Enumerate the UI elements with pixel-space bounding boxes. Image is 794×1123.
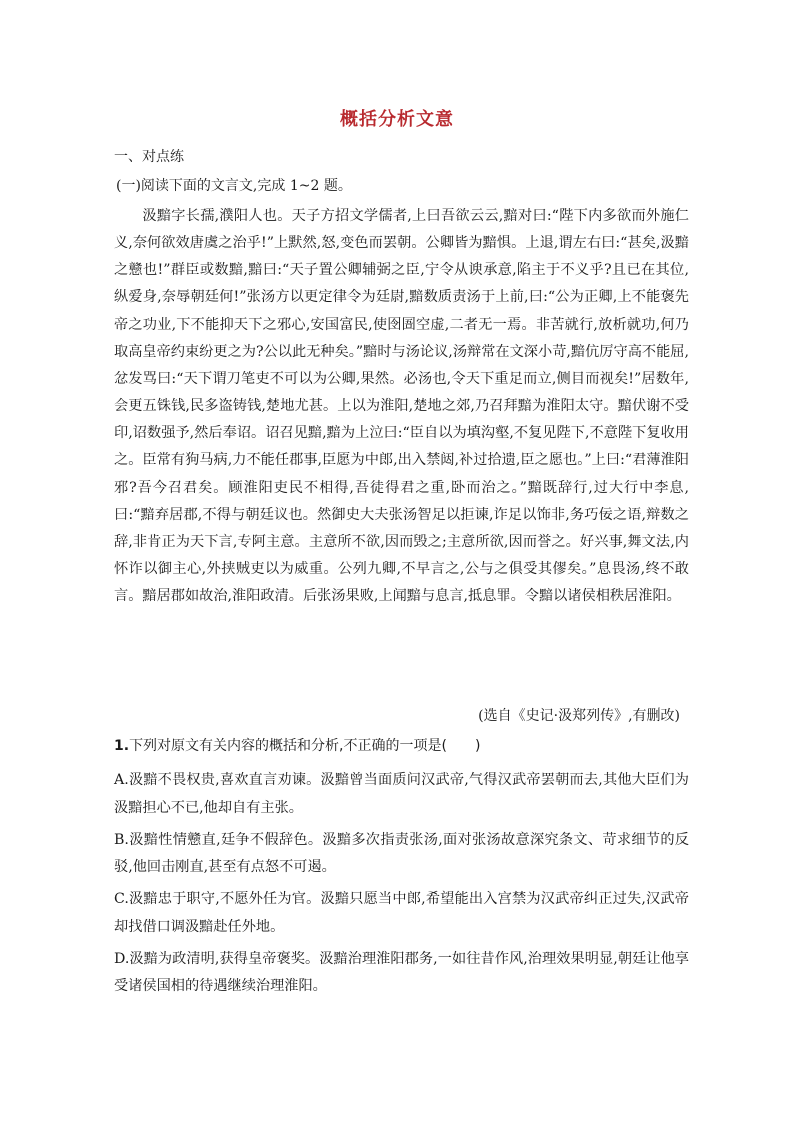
reading-instruction: (一)阅读下面的文言文,完成 1~2 题。 <box>116 178 352 194</box>
classical-passage: 汲黯字长孺,濮阳人也。天子方招文学儒者,上曰吾欲云云,黯对曰:“陛下内多欲而外施仁义,奈何欲效唐虞之治乎!”上默然,怒,变色而罢朝。公卿皆为黯惧。上退,谓左右曰:“甚矣,汲黯之戆也!”群臣或数黯,黯曰:“天子置公卿辅弼之臣,宁令从谀承意,陷主于不义乎?且已在其位,纵爱身,奈辱朝廷何!”张汤方以更定律令为廷尉,黯数质责汤于上前,曰:“公为正卿,上不能褒先帝之功业,下不能抑天下之邪心,安国富民,使囹圄空虚,二者无一焉。非苦就行,放析就功,何乃取高皇帝约束纷更之为?公以此无种矣。”黯时与汤论议,汤辩常在文深小苛,黯伉厉守高不能屈,忿发骂曰:“天下谓刀笔吏不可以为公卿,果然。必汤也,令天下重足而立,侧目而视矣!”居数年,会更五铢钱,民多盗铸钱,楚地尤甚。上以为淮阳,楚地之郊,乃召拜黯为淮阳太守。黯伏谢不受印,诏数强予,然后奉诏。诏召见黯,黯为上泣曰:“臣自以为填沟壑,不复见陛下,不意陛下复收用之。臣常有狗马病,力不能任郡事,臣愿为中郎,出入禁闼,补过拾遗,臣之愿也。”上曰:“君薄淮阳邪?吾今召君矣。顾淮阳吏民不相得,吾徒得君之重,卧而治之。”黯既辞行,过大行中李息,曰:“黯弃居郡,不得与朝廷议也。然御史大夫张汤智足以拒谏,诈足以饰非,务巧佞之语,辩数之辞,非肯正为天下言,专阿主意。主意所不欲,因而毁之;主意所欲,因而誉之。好兴事,舞文法,内怀诈以御主心,外挟贼吏以为威重。公列九卿,不早言之,公与之俱受其僇矣。”息畏汤,终不敢言。黯居郡如故治,淮阳政清。后张汤果败,上闻黯与息言,抵息罪。令黯以诸侯相秩居淮阳。 <box>114 208 689 605</box>
section-heading: 一、对点练 <box>114 149 184 165</box>
option-c: C.汲黯忠于职守,不愿外任为官。汲黯只愿当中郎,希望能出入宫禁为汉武帝纠正过失,汉武帝却找借口调汲黯赴任外地。 <box>114 891 689 935</box>
question-text: 下列对原文有关内容的概括和分析,不正确的一项是( ) <box>129 738 481 754</box>
option-d: D.汲黯为政清明,获得皇帝褒奖。汲黯治理淮阳郡务,一如往昔作风,治理效果明显,朝廷让他享受诸侯国相的待遇继续治理淮阳。 <box>114 950 689 994</box>
option-a: A.汲黯不畏权贵,喜欢直言劝谏。汲黯曾当面质问汉武帝,气得汉武帝罢朝而去,其他大臣们为汲黯担心不已,他却自有主张。 <box>114 772 689 816</box>
question-1 <box>114 735 689 755</box>
page-title: 概括分析文意 <box>340 109 454 130</box>
question-number: 1. <box>114 738 130 754</box>
option-b: B.汲黯性情戆直,廷争不假辞色。汲黯多次指责张汤,面对张汤故意深究条文、苛求细节的反驳,他回击刚直,甚至有点怒不可遏。 <box>114 831 689 875</box>
answer-options <box>114 767 689 1005</box>
source-citation: (选自《史记·汲郑列传》,有删改) <box>478 708 680 724</box>
